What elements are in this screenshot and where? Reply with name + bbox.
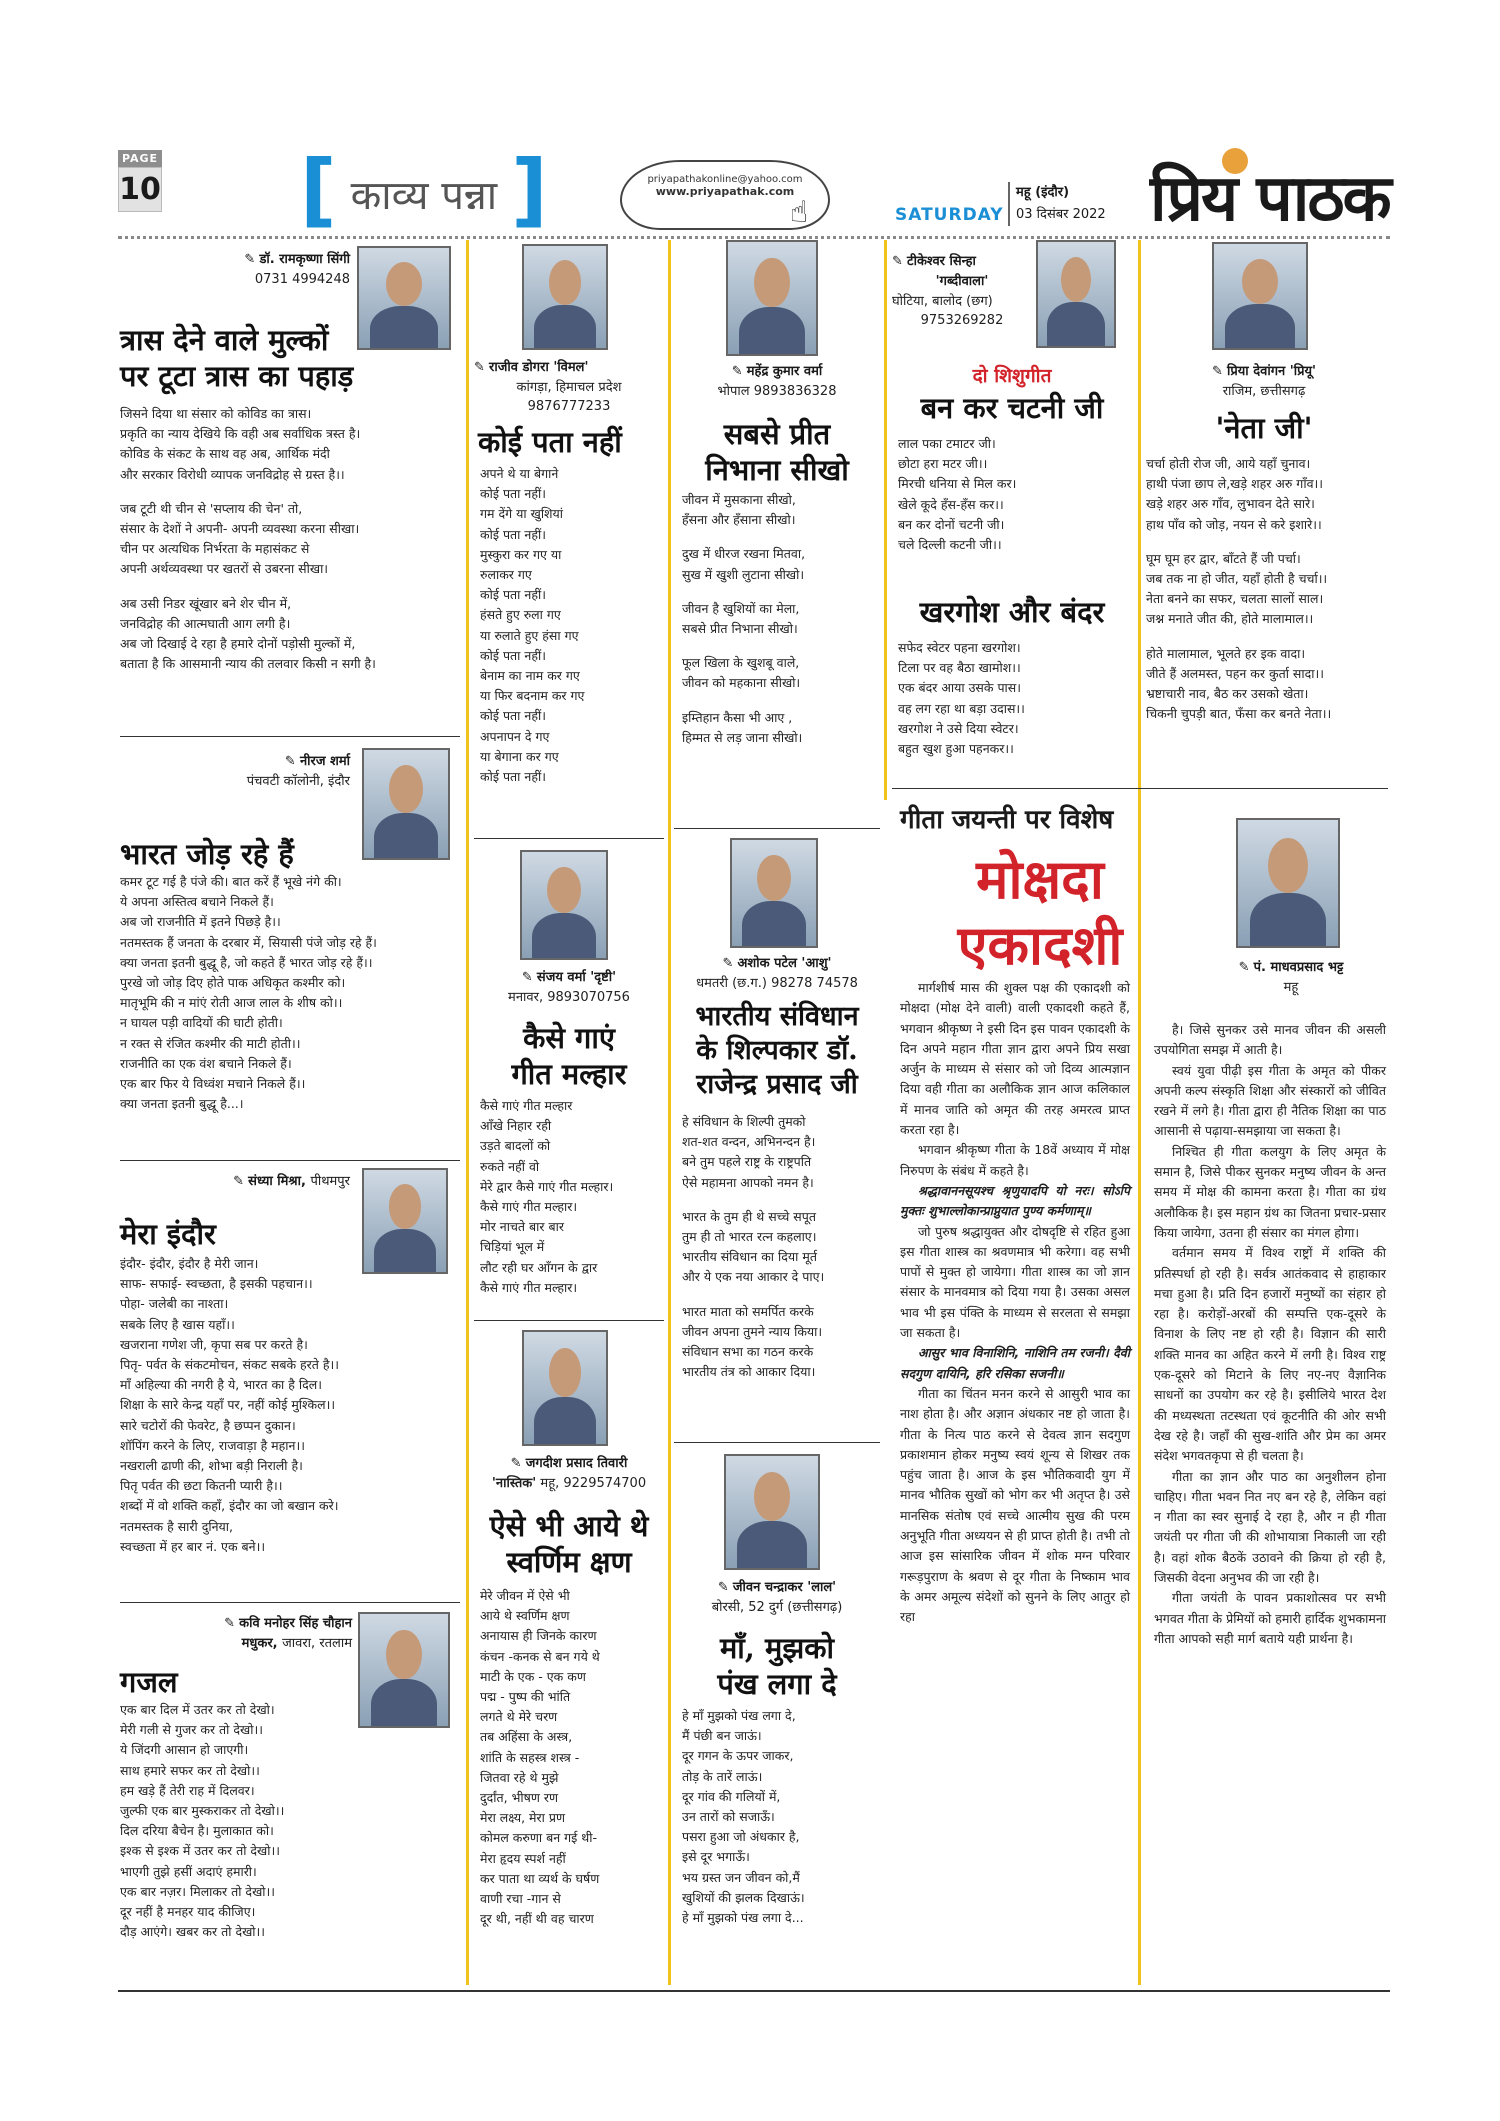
poem-line: कोई पता नहीं। — [480, 708, 546, 724]
poem-line: होते मालामाल, भूलते हर इक वादा। — [1146, 645, 1306, 661]
divider — [120, 1160, 460, 1161]
poem-line: साफ- सफाई- स्वच्छता, है इसकी पहचान।। — [120, 1276, 313, 1292]
author-photo — [1036, 240, 1116, 348]
poem-line: सबके लिए है खास यहाँ।। — [120, 1316, 235, 1332]
date-label: 03 दिसंबर 2022 — [1016, 207, 1106, 222]
poem-line: क्या जनता इतनी बुद्धू है...। — [120, 1096, 244, 1112]
poem-line: घूम घूम हर द्वार, बाँटते हैं जी पर्चा। — [1146, 550, 1301, 566]
day-label: SATURDAY — [895, 205, 1004, 225]
poem-line: शब्दों में वो शक्ति कहाँ, इंदौर का जो बखान करे। — [120, 1498, 339, 1514]
poem-line: शांति के सहस्त्र शस्त्र - — [480, 1749, 580, 1765]
byline: ✎ पं. माधवप्रसाद भट्ट महू — [1238, 960, 1344, 995]
byline — [200, 250, 350, 289]
poem-line: भाएगी तुझे हसीं अदाएं हमारी। — [120, 1863, 257, 1879]
pen-icon: ✎ — [474, 360, 490, 375]
poem-line: दूर नहीं है मनहर याद कीजिए। — [120, 1904, 256, 1920]
poem-line: उन तारों को सजाऊँ। — [682, 1809, 775, 1825]
poem-line: खेले कूदे हँस-हँस कर।। — [898, 496, 1004, 512]
poem-line: तब अहिंसा के अस्त्र, — [480, 1729, 573, 1745]
poem-line: दौड़ आएंगे। खबर कर तो देखो।। — [120, 1924, 266, 1940]
author-photo — [520, 850, 608, 960]
poem-body — [898, 638, 1128, 759]
poem-line: मेरा लक्ष्य, मेरा प्रण — [480, 1810, 565, 1826]
column-rule — [1138, 240, 1141, 1985]
poem-line: लाल पका टमाटर जी। — [898, 436, 996, 451]
poem-title: खरगोश और बंदर — [919, 595, 1105, 629]
poem-title: भारत जोड़ रहे हैं — [120, 837, 294, 871]
poem-line: संसार के देशों ने अपनी- अपनी व्यवस्था करना सीखा। — [120, 521, 360, 537]
poem-line: भारत के तुम ही थे सच्चे सपूत — [682, 1208, 816, 1224]
poem-line: नेता बनने का सफर, चलता सालों साल। — [1146, 591, 1324, 607]
author-photo — [730, 838, 818, 948]
poem-line: पितृ- पर्वत के संकटमोचन, संकट सबके हरते है।। — [120, 1357, 339, 1373]
website-link[interactable]: www.priyapathak.com — [655, 185, 795, 198]
pen-icon: ✎ — [717, 1580, 733, 1595]
poem-line: भारत माता को समर्पित करके — [682, 1303, 814, 1319]
stanza-gap — [682, 585, 880, 599]
poem-body — [480, 1586, 664, 1929]
article-paragraph: आसुर भाव विनाशिनि, नाशिनि तम रजनी। दैवी सदगुण दायिनि, हरि रसिका सजनी॥ — [900, 1345, 1130, 1381]
poem-line: इंदौर- इंदौर, इंदौर है मेरी जान। — [120, 1256, 259, 1271]
poem-line: न घायल पड़ी वादियों की घाटी होती। — [120, 1015, 283, 1031]
poem-line: इम्तिहान कैसा भी आए , — [682, 709, 793, 725]
divider — [892, 788, 1388, 789]
poem-line: खुशियों की झलक दिखाऊं। — [682, 1889, 805, 1905]
poem-line: और ये एक नया आकार दे पाए। — [682, 1269, 825, 1285]
stanza-gap — [1146, 630, 1384, 644]
divider — [120, 736, 460, 737]
poem-body — [120, 1254, 460, 1557]
poem-line: ऐसे महामना आपको नमन है। — [682, 1174, 814, 1190]
poem-line: मेरे द्वार कैसे गाएं गीत मल्हार। — [480, 1178, 614, 1194]
pen-icon: ✎ — [1238, 960, 1254, 975]
stanza-gap — [682, 694, 880, 708]
poem-line: संविधान सभा का गठन करके — [682, 1344, 814, 1360]
poem-line: बने तुम पहले राष्ट्र के राष्ट्रपति — [682, 1154, 812, 1170]
poem-line: मिरची धनिया से मिल कर। — [898, 476, 1017, 492]
poem-line: रुलाकर गए — [480, 567, 532, 583]
poem-line: कर पाता था व्यर्थ के घर्षण — [480, 1870, 600, 1886]
poem-body — [898, 434, 1128, 555]
poem-body — [120, 404, 460, 674]
article-paragraph: श्रद्धावाननसूयश्च श्रृणुयादपि यो नरः। सोऽपि मुक्तः शुभाल्लोकान्प्राप्नुयात पुण्य कर्मणाम्॥ — [900, 1182, 1130, 1219]
poem-line: जीवन अपना तुमने न्याय किया। — [682, 1323, 823, 1339]
poem-line: हे माँ मुझको पंख लगा दे... — [682, 1910, 804, 1926]
pen-icon: ✎ — [233, 1174, 249, 1189]
stanza-gap — [682, 639, 880, 653]
article-paragraph: गीता का ज्ञान और पाठ का अनुशीलन होना चाहिए। गीता भवन नित नए बन रहे है, लेकिन वहां न गीता का स्वर सुनाई दे रहा है, और न ही गीता जयंती पर गीता जी की शोभायात्रा निकाली जा रही है। वहां शोक बैठकें उठावने की क्रिया हो रही है, जिसकी वेदना अनुभव की जा रही है। — [1154, 1468, 1386, 1586]
poem-title: माँ, मुझको पंख लगा दे — [717, 1631, 837, 1701]
poem-line: कोमल करुणा बन गई थी- — [480, 1830, 598, 1846]
poem-line: रुकते नहीं वो — [480, 1158, 540, 1174]
poem-line: कंचन -कनक से बन गये थे — [480, 1648, 600, 1664]
author-photo — [362, 748, 450, 860]
article-paragraph: निश्चित ही गीता कलयुग के लिए अमृत के समान है, जिसे पीकर सुनकर मनुष्य जीवन के अन्त समय में मोक्ष की कामना करता है। गीता का ग्रंथ अलौकिक है। इस महान ग्रंथ का जितना प्रचार-प्रसार किया जायेगा, उतना ही संसार का मंगल होगा। — [1154, 1143, 1386, 1240]
poem-body — [120, 1700, 460, 1942]
byline: ✎ अशोक पटेल 'आशु' धमतरी (छ.ग.) 98278 74578 — [696, 956, 858, 991]
poem-body — [120, 872, 460, 1114]
poem-line: हंसते हुए रुला गए — [480, 607, 561, 623]
email-text: priyapathakonline@yahoo.com — [647, 174, 803, 185]
feature-title: मोक्षदा एकादशी — [957, 847, 1123, 977]
pen-icon: ✎ — [510, 1456, 526, 1471]
poem-line: खरगोश ने उसे दिया स्वेटर। — [898, 720, 1019, 736]
poem-line: पसरा हुआ जो अंधकार है, — [682, 1829, 800, 1845]
masthead-logo: प्रिय पाठक — [1150, 161, 1390, 236]
column-rule — [884, 240, 887, 800]
divider — [674, 1442, 880, 1443]
author-photo — [726, 240, 818, 356]
poem-line: अब जो राजनीति में इतने पिछड़े है।। — [120, 914, 281, 930]
divider — [120, 1602, 460, 1603]
poem-line: चिड़ियां भूल में — [480, 1239, 545, 1255]
author-photo — [1236, 818, 1340, 948]
poem-body — [682, 1706, 880, 1928]
poem-line: हे संविधान के शिल्पी तुमको — [682, 1114, 806, 1129]
poem-title: भारतीय संविधान के शिल्पकार डॉ. राजेन्द्र प्रसाद जी — [695, 1001, 859, 1100]
poem-line: जिसने दिया था संसार को कोविड का त्रास। — [120, 406, 312, 421]
poem-line: शत-शत वन्दन, अभिनन्दन है। — [682, 1134, 816, 1150]
stanza-gap — [682, 1288, 880, 1302]
poem-line: मुस्कुरा कर गए या — [480, 546, 562, 562]
poem-line: शिक्षा के सारे केन्द्र यहाँ पर, नहीं कोई मुश्किल।। — [120, 1397, 336, 1413]
byline: ✎ प्रिया देवांगन 'प्रियू' राजिम, छत्तीसगढ़ — [1211, 364, 1317, 399]
article-paragraph: वर्तमान समय में विश्व राष्ट्रों में शक्ति की प्रतिस्पर्धा हो रही है। सर्वत्र आतंकवाद से हाहाकार मचा हुआ है। प्रति दिन हजारों मनुष्यों का संहार हो रहा है। करोड़ों-अरबों की सम्पत्ति एक-दूसरे के विनाश के लिए नष्ट हो रही है। विज्ञान की सारी शक्ति मानव का अहित करने में लगी है। विश्व राष्ट्र एक-दूसरे को मिटाने के लिए नए-नए वैज्ञानिक साधनों का उपयोग कर रहे है। इसीलिये भारत देश की मध्यस्थता तटस्थता एवं कूटनीति की ओर सभी देख रहे है। जहाँ की सुख-शांति और प्रेम का अमर संदेश भगवतकृपा से ही चलता है। — [1154, 1245, 1386, 1464]
poem-body — [682, 490, 880, 748]
pointing-hand-icon: ☝ — [790, 195, 809, 230]
poem-line: प्रकृति का न्याय देखिये कि वही अब सर्वाधिक त्रस्त है। — [120, 426, 361, 442]
poem-line: जीवन में मुसकाना सीखो, — [682, 492, 796, 507]
page-number: 10 — [118, 167, 162, 212]
column-rule — [466, 240, 469, 1985]
pen-icon: ✎ — [1211, 364, 1227, 379]
divider — [474, 1320, 664, 1321]
poem-line: या फिर बदनाम कर गए — [480, 688, 585, 704]
poem-line: हाथी पंजा छाप ले,खड़े शहर अरु गाँव।। — [1146, 476, 1323, 492]
poem-title: बन कर चटनी जी — [920, 391, 1104, 425]
poem-line: कोविड के संकट के साथ वह अब, आर्थिक मंदी — [120, 446, 330, 462]
poem-line: जश्न मनाते जीत की, होते मालामाल।। — [1146, 611, 1314, 627]
poem-line: चिकनी चुपड़ी बात, फँसा कर बनते नेता।। — [1146, 706, 1332, 722]
byline: ✎ संजय वर्मा 'दृष्टी' मनावर, 9893070756 — [508, 970, 630, 1005]
poem-line: वह लग रहा था बड़ा उदास।। — [898, 700, 1025, 716]
poem-line: हम खड़े हैं तेरी राह में दिलवर। — [120, 1782, 255, 1798]
poem-line: अपने थे या बेगाने — [480, 466, 559, 481]
poem-line: शॉपिंग करने के लिए, राजवाड़ा है महान।। — [120, 1437, 305, 1453]
feature-article-left — [900, 978, 1130, 1628]
poem-line: मातृभूमि की न मांएं रोती आज लाल के शीष को।। — [120, 995, 343, 1011]
pen-icon: ✎ — [731, 364, 747, 379]
poem-line: अपनी अर्थव्यवस्था पर खतरों से उबरना सीखा। — [120, 561, 329, 577]
poem-line: छोटा हरा मटर जी।। — [898, 456, 988, 472]
poem-line: कोई पता नहीं। — [480, 486, 546, 502]
poem-line: भय ग्रस्त जन जीवन को,मैं — [682, 1869, 800, 1885]
poem-line: तुम ही तो भारत रत्न कहलाए। — [682, 1229, 817, 1245]
poem-line: क्या जनता इतनी बुद्धू है, जो कहते हैं भारत जोड़ रहे हैं।। — [120, 954, 373, 970]
poem-title: त्रास देने वाले मुल्कों पर टूटा त्रास का पहाड़ — [120, 323, 354, 393]
poem-line: कमर टूट गई है पंजे की। बात करें हैं भूखे नंगे की। — [120, 874, 342, 889]
poem-line: दुर्दांत, भीषण रण — [480, 1790, 558, 1806]
poem-body — [682, 1112, 880, 1382]
article-paragraph: गीता का चिंतन मनन करने से आसुरी भाव का नाश होता है। और अज्ञान अंधकार नष्ट हो जाता है। गीता के नित्य पाठ करने से देवत्व ज्ञान सदगुण प्रकाशमान होकर मनुष्य स्वयं शून्य से शिखर तक पहुंच जाता है। आज के इस भौतिकवादी युग में मानव भौतिक सुखों को भोग कर भी अतृप्त है। उसे मानसिक संतोष एवं सच्चे आत्मीय सुख की परम अनुभूति गीता अध्ययन से ही प्राप्त होती है। तभी तो आज इस सांसारिक जीवन में शोक मग्न परिवार गरूड़पुराण के श्रवण से दूर गीता के निष्काम भाव के अमर अमूल्य संदेशों को सुनने के लिए आतुर हो रहा — [900, 1385, 1130, 1625]
feature-kicker: गीता जयन्ती पर विशेष — [900, 805, 1114, 835]
poem-line: एक बार दिल में उतर कर तो देखो। — [120, 1702, 275, 1717]
poem-line: इसे दूर भगाऊँ। — [682, 1849, 750, 1865]
poem-line: हिम्मत से लड़ जाना सीखो। — [682, 729, 803, 745]
poem-line: माँ अहिल्या की नगरी है ये, भारत का है दिल। — [120, 1377, 322, 1393]
poem-line: पितृ पर्वत की छटा कितनी प्यारी है।। — [120, 1478, 283, 1494]
pen-icon: ✎ — [722, 956, 738, 971]
page-label: PAGE — [118, 150, 162, 167]
poem-line: एक बंदर आया उसके पास। — [898, 680, 1021, 696]
poem-line: लौट रही घर आँगन के द्वार — [480, 1259, 598, 1275]
poem-line: जुल्फी एक बार मुस्कराकर तो देखो।। — [120, 1803, 285, 1819]
author-photo — [522, 1330, 608, 1446]
article-paragraph: भगवान श्रीकृष्ण गीता के 18वें अध्याय में मोक्ष निरुपण के संबंध में कहते है। — [900, 1142, 1130, 1178]
poem-line: फूल खिला के खुशबू वाले, — [682, 655, 800, 671]
poem-line: बहुत खुश हुआ पहनकर।। — [898, 741, 1014, 757]
poem-line: मेरी गली से गुजर कर तो देखो।। — [120, 1722, 263, 1738]
poem-title: गजल — [120, 1665, 178, 1699]
poem-line: आये थे स्वर्णिम क्षण — [480, 1608, 570, 1624]
poem-line: मेरे जीवन में ऐसे भी — [480, 1588, 570, 1603]
pen-icon: ✎ — [244, 252, 260, 267]
poem-label: दो शिशुगीत — [972, 365, 1052, 387]
dateline — [1008, 182, 1106, 226]
poem-line: टिला पर वह बैठा खामोश।। — [898, 660, 1021, 676]
poem-line: खड़े शहर अरु गाँव, लुभावन देते सारे। — [1146, 496, 1315, 512]
page-number-tag — [118, 150, 162, 232]
byline: ✎ टीकेश्वर सिन्हा 'गब्दीवाला' घोटिया, बालोद (छग) 9753269282 — [892, 254, 1004, 328]
poem-title: मेरा इंदौर — [120, 1217, 216, 1251]
byline: ✎ राजीव डोगरा 'विमल' कांगड़ा, हिमाचल प्रदेश 9876777233 — [474, 360, 622, 414]
page-bottom-rule — [118, 1990, 1390, 1992]
close-bracket-icon: ] — [511, 143, 548, 236]
poem-line: आँखे निहार रही — [480, 1118, 552, 1134]
poem-title: सबसे प्रीत निभाना सीखो — [705, 417, 849, 487]
poem-line: बन कर दोनों चटनी जी। — [898, 516, 1005, 532]
poem-line: न रक्त से रंजित कश्मीर की माटी होती।। — [120, 1035, 301, 1051]
poem-line: और सरकार विरोधी व्यापक जनविद्रोह से ग्रस्त है।। — [120, 466, 345, 482]
poem-line: सबसे प्रीत निभाना सीखो। — [682, 621, 798, 637]
poem-line: सफेद स्वेटर पहना खरगोश। — [898, 640, 1021, 655]
poem-line: बेनाम का नाम कर गए — [480, 668, 580, 684]
poem-line: भ्रष्टाचारी नाव, बैठ कर उसको खेता। — [1146, 686, 1309, 702]
poem-line: बताता है कि आसमानी न्याय की तलवार किसी न सगी है। — [120, 656, 376, 672]
stanza-gap — [1146, 535, 1384, 549]
poem-line: लगते थे मेरे चरण — [480, 1709, 558, 1725]
article-paragraph: मार्गशीर्ष मास की शुक्ल पक्ष की एकादशी को मोक्षदा (मोक्ष देने वाली) वाली एकादशी कहते हैं, भगवान श्रीकृष्ण ने इसी दिन इस पावन एकादशी के दिन अपने महान गीता ज्ञान द्वारा अपने प्रिय सखा अर्जुन के माध्यम से संसार को जो दिव्य आत्मज्ञान दिया वही गीता का अलौकिक ज्ञान आज कलिकाल में मानव जाति को अमृत की तरह अमरत्व प्राप्त करता रहा है। — [900, 980, 1130, 1138]
poem-line: मोर नाचते बार बार — [480, 1219, 564, 1235]
poem-title: कैसे गाएं गीत मल्हार — [511, 1021, 627, 1091]
poem-line: या रुलाते हुए हंसा गए — [480, 627, 579, 643]
header-divider — [118, 236, 1390, 239]
poem-line: कैसे गाएं गीत मल्हार — [480, 1098, 573, 1113]
poem-line: जब टूटी थी चीन से 'सप्लाय की चेन' तो, — [120, 500, 303, 516]
byline: ✎ नीरज शर्मा पंचवटी कॉलोनी, इंदौर — [246, 754, 350, 789]
poem-line: अब जो दिखाई दे रहा है हमारे दोनों पड़ोसी मुल्कों में, — [120, 636, 356, 652]
poem-line: भारतीय तंत्र को आकार दिया। — [682, 1364, 816, 1380]
poem-line: सुख में खुशी लुटाना सीखो। — [682, 566, 805, 582]
feature-article-right — [1154, 1020, 1386, 1649]
poem-title: 'नेता जी' — [1215, 411, 1313, 445]
poem-line: जीवन है खुशियों का मेला, — [682, 600, 800, 616]
poem-line: गम देंगे या खुशियां — [480, 506, 564, 522]
divider — [474, 838, 664, 839]
poem-line: जितवा रहे थे मुझे — [480, 1769, 559, 1785]
poem-line: चले दिल्ली कटनी जी।। — [898, 537, 1002, 553]
pen-icon: ✎ — [892, 254, 908, 269]
poem-line: वाणी रचा -गान से — [480, 1891, 561, 1907]
author-photo — [522, 244, 608, 350]
poem-line: पुरखे जो जोड़ दिए होते पाक अधिकृत कश्मीर को। — [120, 975, 346, 991]
poem-line: राजनीति का एक वंश बचाने निकले हैं। — [120, 1055, 292, 1071]
poem-line: ये जिंदगी आसान हो जाएगी। — [120, 1742, 249, 1758]
poem-title: कोई पता नहीं — [478, 425, 622, 459]
author-phone: 0731 4994248 — [254, 272, 350, 287]
poem-line: माटी के एक - एक कण — [480, 1668, 586, 1684]
poem-line: जब तक ना हो जीत, यहाँ होती है चर्चा।। — [1146, 571, 1328, 587]
poem-line: नतमस्तक है सारी दुनिया, — [120, 1518, 233, 1534]
poem-line: मेरा हृदय स्पर्श नहीं — [480, 1850, 566, 1866]
article-paragraph: गीता जयंती के पावन प्रकाशोत्सव पर सभी भगवत गीता के प्रेमियों को हमारी हार्दिक शुभकामना गीता आपको सही मार्ग बताये यही प्रार्थना है। — [1154, 1590, 1386, 1646]
poem-line: दुख में धीरज रखना मितवा, — [682, 546, 806, 562]
byline: ✎ संध्या मिश्रा, पीथमपुर — [233, 1174, 350, 1189]
section-title — [300, 143, 548, 236]
poem-line: सारे चटोरों की फेवरेट, है छप्पन दुकान। — [120, 1417, 296, 1433]
poem-line: इश्क से इश्क में उतर कर तो देखो।। — [120, 1843, 280, 1859]
poem-line: पोहा- जलेबी का नाश्ता। — [120, 1296, 229, 1312]
poem-line: कोई पता नहीं। — [480, 769, 546, 785]
column-rule — [668, 240, 671, 1985]
poem-line: दूर थी, नहीं थी वह चारण — [480, 1911, 594, 1927]
byline: ✎ कवि मनोहर सिंह चौहान मधुकर, जावरा, रतलाम — [224, 1616, 352, 1651]
city-label: महू (इंदौर) — [1016, 185, 1070, 200]
poem-body — [1146, 454, 1384, 724]
article-paragraph: है। जिसे सुनकर उसे मानव जीवन की असली उपयोगिता समझ में आती है। — [1154, 1022, 1386, 1058]
poem-line: नतमस्तक हैं जनता के दरबार में, सियासी पंजे जोड़ रहे हैं। — [120, 934, 377, 950]
poem-line: हाथ पाँव को जोड़, नयन से करे इशारे।। — [1146, 516, 1322, 532]
poem-line: तोड़ के तारें लाऊं। — [682, 1768, 763, 1784]
pen-icon: ✎ — [284, 754, 300, 769]
poem-line: नखराली ढाणी की, शोभा बड़ी निराली है। — [120, 1458, 303, 1474]
author-name: डॉ. रामकृष्णा सिंगी — [259, 252, 350, 267]
stanza-gap — [120, 485, 460, 499]
poem-line: दिल दरिया बैचेन है। मुलाकात को। — [120, 1823, 274, 1839]
pen-icon: ✎ — [521, 970, 537, 985]
poem-line: स्वच्छता में हर बार नं. एक बने।। — [120, 1538, 266, 1554]
byline: ✎ जगदीश प्रसाद तिवारी 'नास्तिक' महू, 9229574700 — [491, 1456, 647, 1491]
poem-line: अनायास ही जिनके कारण — [480, 1628, 597, 1644]
stanza-gap — [682, 530, 880, 544]
stanza-gap — [682, 1193, 880, 1207]
byline: ✎ जीवन चन्द्राकर 'लाल' बोरसी, 52 दुर्ग (छत्तीसगढ़) — [711, 1580, 843, 1615]
poem-line: भारतीय संविधान का दिया मूर्त — [682, 1249, 817, 1265]
poem-line: कोई पता नहीं। — [480, 526, 546, 542]
poem-line: मैं पंछी बन जाऊं। — [682, 1728, 762, 1744]
article-paragraph: स्वयं युवा पीढ़ी इस गीता के अमृत को पीकर अपनी कल्प संस्कृति शिक्षा और संस्कारों को जीवित रखने में लगे है। गीता द्वारा ही नैतिक शिक्षा का पाठ आसानी से पढ़ाया-समझाया जा सकता है। — [1154, 1062, 1386, 1139]
poem-line: पद्म - पुष्प की भांति — [480, 1689, 571, 1705]
poem-line: दूर गांव की गलियों में, — [682, 1788, 781, 1804]
section-name: काव्य पन्ना — [350, 172, 498, 219]
author-photo — [724, 1454, 820, 1570]
author-photo — [1212, 242, 1308, 350]
poem-line: अब उसी निडर खूंखार बने शेर चीन में, — [120, 595, 292, 611]
poem-line: साथ हमारे सफर कर तो देखो।। — [120, 1762, 260, 1778]
divider — [674, 828, 880, 829]
poem-line: कैसे गाएं गीत मल्हार। — [480, 1279, 578, 1295]
poem-line: जनविद्रोह की आत्मघाती आग लगी है। — [120, 615, 291, 631]
poem-line: कैसे गाएं गीत मल्हार। — [480, 1199, 578, 1215]
poem-line: कोई पता नहीं। — [480, 587, 546, 603]
byline: ✎ महेंद्र कुमार वर्मा भोपाल 9893836328 — [717, 364, 837, 399]
poem-line: चीन पर अत्यधिक निर्भरता के महासंकट से — [120, 541, 310, 557]
poem-line: दूर गगन के ऊपर जाकर, — [682, 1748, 794, 1764]
poem-line: हँसना और हँसाना सीखो। — [682, 512, 796, 528]
poem-line: जीवन को महकाना सीखो। — [682, 675, 801, 691]
pen-icon: ✎ — [224, 1616, 240, 1631]
poem-body — [480, 464, 664, 787]
poem-line: जीते हैं अलमस्त, पहन कर कुर्ता सादा।। — [1146, 665, 1324, 681]
poem-line: एक बार फिर ये विध्वंश मचाने निकले हैं।। — [120, 1076, 306, 1092]
poem-line: ये अपना अस्तित्व बचाने निकले हैं। — [120, 894, 274, 910]
poem-line: उड़ते बादलों को — [480, 1138, 551, 1154]
open-bracket-icon: [ — [300, 143, 337, 236]
poem-line: अपनापन दे गए — [480, 728, 550, 744]
poem-line: हे माँ मुझको पंख लगा दे, — [682, 1708, 796, 1723]
article-paragraph: जो पुरुष श्रद्धायुक्त और दोषदृष्टि से रहित हुआ इस गीता शास्त्र का श्रवणमात्र भी करेगा। वह सभी पापों से मुक्त हो जायेगा। गीता शास्त्र का जो ज्ञान संसार के मानवमात्र को दिया गया है। उसका असल भाव भी इस पंक्ति के माध्यम से सरलता से समझा जा सकता है। — [900, 1223, 1130, 1341]
stanza-gap — [120, 580, 460, 594]
poem-line: एक बार नज़र। मिलाकर तो देखो।। — [120, 1883, 276, 1899]
poem-body — [480, 1096, 664, 1298]
poem-line: चर्चा होती रोज जी, आये यहाँ चुनाव। — [1146, 456, 1311, 471]
poem-title: ऐसे भी आये थे स्वर्णिम क्षण — [489, 1509, 649, 1579]
poem-line: खजराना गणेश जी, कृपा सब पर करते है। — [120, 1336, 308, 1352]
poem-line: कोई पता नहीं। — [480, 647, 546, 663]
poem-line: या बेगाना कर गए — [480, 748, 559, 764]
